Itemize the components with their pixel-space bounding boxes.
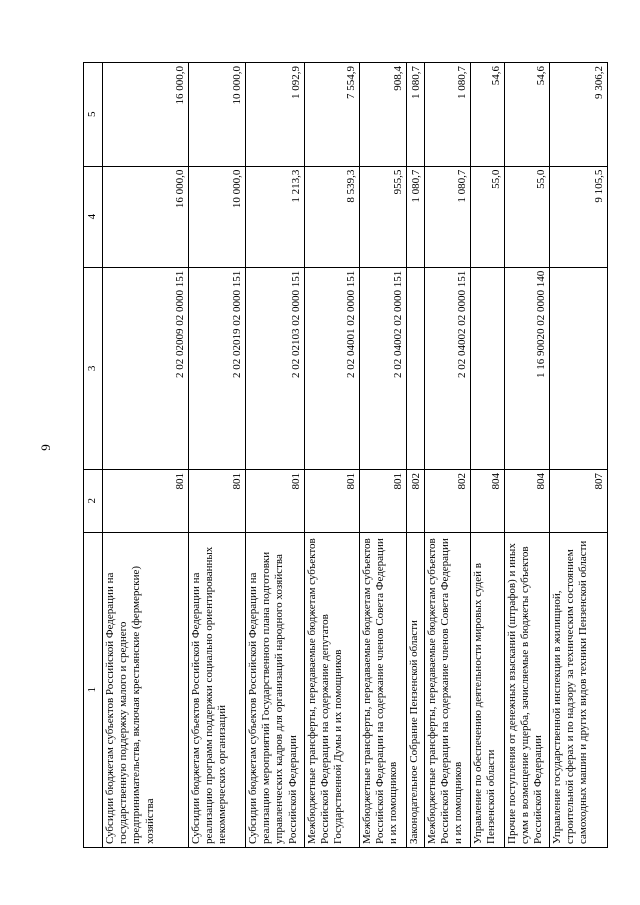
row-revenue-code: 2 02 04001 02 0000 151 <box>305 267 360 469</box>
row-value-col5: 7 554,9 <box>305 63 360 167</box>
row-name: Субсидии бюджетам субъектов Российской Федерации на реализацию мероприятий Государственного плана подготовки управленческих кадров для организаций народного хозяйства Российской Федерации <box>246 532 305 847</box>
row-value-col5: 9 306,2 <box>550 63 608 167</box>
row-revenue-code: 1 16 90020 02 0000 140 <box>505 267 550 469</box>
budget-revenue-table <box>83 62 608 848</box>
row-revenue-code: 2 02 02103 02 0000 151 <box>246 267 305 469</box>
row-value-col4: 10 000,0 <box>189 166 246 267</box>
table-row <box>305 63 360 848</box>
header-col-4: 4 <box>84 166 103 267</box>
row-admin-code: 802 <box>407 469 425 532</box>
row-revenue-code: 2 02 04002 02 0000 151 <box>425 267 471 469</box>
row-value-col4: 9 105,5 <box>550 166 608 267</box>
row-value-col4: 55,0 <box>505 166 550 267</box>
row-value-col4: 1 213,3 <box>246 166 305 267</box>
row-admin-code: 801 <box>103 469 189 532</box>
table-row <box>189 63 246 848</box>
table-row <box>425 63 471 848</box>
row-value-col5: 10 000,0 <box>189 63 246 167</box>
row-name: Субсидии бюджетам субъектов Российской Федерации на государственную поддержку малого и среднего предпринимательства, включая крестьянские (фермерские) хозяйства <box>103 532 189 847</box>
row-value-col5: 54,6 <box>471 63 505 167</box>
row-name: Межбюджетные трансферты, передаваемые бюджетам субъектов Российской Федерации на содержание депутатов Государственной Думы и их помощников <box>305 532 360 847</box>
row-value-col5: 1 080,7 <box>407 63 425 167</box>
row-name: Субсидии бюджетам субъектов Российской Федерации на реализацию программ поддержки социально ориентированных некоммерческих организаций <box>189 532 246 847</box>
header-row <box>84 63 103 848</box>
row-value-col4: 955,5 <box>360 166 407 267</box>
table-row <box>505 63 550 848</box>
row-admin-code: 801 <box>189 469 246 532</box>
row-revenue-code <box>471 267 505 469</box>
page-number: 9 <box>37 444 53 451</box>
table-row <box>246 63 305 848</box>
row-value-col4: 8 539,3 <box>305 166 360 267</box>
row-admin-code: 807 <box>550 469 608 532</box>
row-name: Прочие поступления от денежных взысканий (штрафов) и иных сумм в возмещение ущерба, зачисляемые в бюджеты субъектов Российской Федерации <box>505 532 550 847</box>
row-revenue-code: 2 02 02009 02 0000 151 <box>103 267 189 469</box>
row-revenue-code <box>550 267 608 469</box>
row-name: Законодательное Собрание Пензенской области <box>407 532 425 847</box>
rotated-table-container <box>83 62 605 848</box>
header-col-5: 5 <box>84 63 103 167</box>
row-revenue-code: 2 02 02019 02 0000 151 <box>189 267 246 469</box>
header-col-1: 1 <box>84 532 103 847</box>
row-value-col4: 1 080,7 <box>407 166 425 267</box>
row-value-col4: 55,0 <box>471 166 505 267</box>
header-col-3: 3 <box>84 267 103 469</box>
table-row <box>360 63 407 848</box>
row-value-col5: 1 080,7 <box>425 63 471 167</box>
row-value-col4: 1 080,7 <box>425 166 471 267</box>
row-revenue-code <box>407 267 425 469</box>
row-name: Управление по обеспечению деятельности мировых судей в Пензенской области <box>471 532 505 847</box>
row-admin-code: 804 <box>505 469 550 532</box>
row-admin-code: 802 <box>425 469 471 532</box>
row-name: Межбюджетные трансферты, передаваемые бюджетам субъектов Российской Федерации на содержание членов Совета Федерации и их помощников <box>360 532 407 847</box>
table-row <box>550 63 608 848</box>
row-admin-code: 801 <box>305 469 360 532</box>
row-admin-code: 801 <box>246 469 305 532</box>
header-col-2: 2 <box>84 469 103 532</box>
row-value-col5: 1 092,9 <box>246 63 305 167</box>
row-value-col5: 16 000,0 <box>103 63 189 167</box>
table-row <box>407 63 425 848</box>
row-value-col5: 54,6 <box>505 63 550 167</box>
row-revenue-code: 2 02 04002 02 0000 151 <box>360 267 407 469</box>
row-admin-code: 804 <box>471 469 505 532</box>
table-row <box>103 63 189 848</box>
row-admin-code: 801 <box>360 469 407 532</box>
row-name: Управление государственной инспекции в жилищной, строительной сферах и по надзору за техническим состоянием самоходных машин и других видов техники Пензенской области <box>550 532 608 847</box>
table-row <box>471 63 505 848</box>
row-name: Межбюджетные трансферты, передаваемые бюджетам субъектов Российской Федерации на содержание членов Совета Федерации и их помощников <box>425 532 471 847</box>
row-value-col5: 908,4 <box>360 63 407 167</box>
row-value-col4: 16 000,0 <box>103 166 189 267</box>
